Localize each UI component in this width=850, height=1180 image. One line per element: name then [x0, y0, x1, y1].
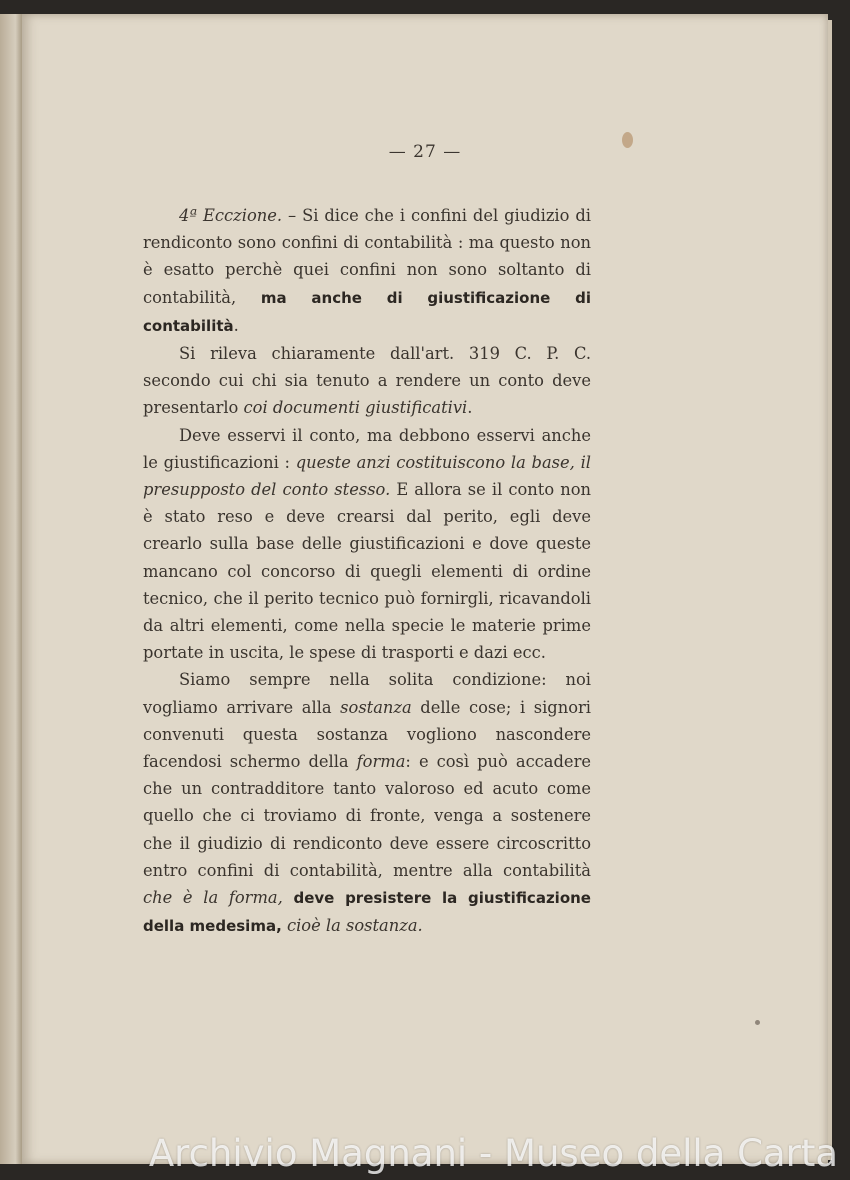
paragraph [143, 202, 591, 340]
text-run: Deve esservi il conto, ma debbono esservi anche le giustificazioni : [143, 425, 591, 472]
text-run: : e così può accadere che un contradditore tanto valoroso ed acuto come quello che ci troviamo di fronte, venga a sostenere che il giudizio di rendiconto deve essere circoscritto entro confini di contabilità, mentre alla contabilità [143, 752, 591, 880]
paragraph [143, 340, 591, 422]
text-run: . [467, 398, 473, 418]
archive-watermark: Archivio Magnani - Museo della Carta [148, 1132, 838, 1175]
italic-text: sostanza [340, 697, 412, 717]
page-number: — 27 — [388, 142, 462, 162]
paragraph [143, 422, 591, 667]
page-right-edge [828, 20, 832, 1160]
paper-speck [755, 1020, 760, 1025]
text-run: E allora se il conto non è stato reso e deve crearsi dal perito, egli deve crearlo sulla base delle giustificazioni e dove queste mancano col concorso di quegli elementi di ordine tecnico, che il perito tecnico può fornirgli, ricavandoli da altri elementi, come nella specie le materie prime portate in uscita, le spese di trasporti e dazi ecc. [143, 480, 591, 663]
body-text [143, 202, 591, 940]
bold-text: ma anche di giustificazione di contabilità [143, 288, 591, 335]
text-run: Si rileva chiaramente dall'art. 319 C. P. C. secondo cui chi sia tenuto a rendere un conto deve presentarlo [143, 344, 591, 418]
italic-text: che è la forma, [143, 888, 283, 908]
paper-stain [622, 132, 633, 148]
italic-text: cioè la sostanza. [286, 916, 423, 936]
text-run: – Si dice che i confini del giudizio di rendiconto sono confini di contabilità : ma questo non è esatto perchè quei confini non sono soltanto di contabilità, [143, 206, 592, 307]
text-run [283, 888, 294, 907]
italic-text: queste anzi costituiscono la base, il presupposto del conto stesso. [143, 452, 591, 500]
paragraph [143, 666, 591, 940]
italic-text: coi documenti giustificativi [243, 398, 468, 418]
text-run: delle cose; i signori convenuti questa sostanza vogliono nascondere facendosi schermo della [143, 697, 591, 772]
document-page [22, 14, 828, 1164]
italic-text: forma [356, 752, 406, 772]
text-run: . [233, 315, 239, 335]
bold-text: deve presistere la giustificazione della medesima, [143, 889, 591, 936]
adjacent-page-edge [0, 14, 22, 1164]
text-run: Siamo sempre nella solita condizione: noi vogliamo arrivare alla [143, 670, 591, 717]
italic-text: 4ª Ecczione. [179, 206, 283, 225]
